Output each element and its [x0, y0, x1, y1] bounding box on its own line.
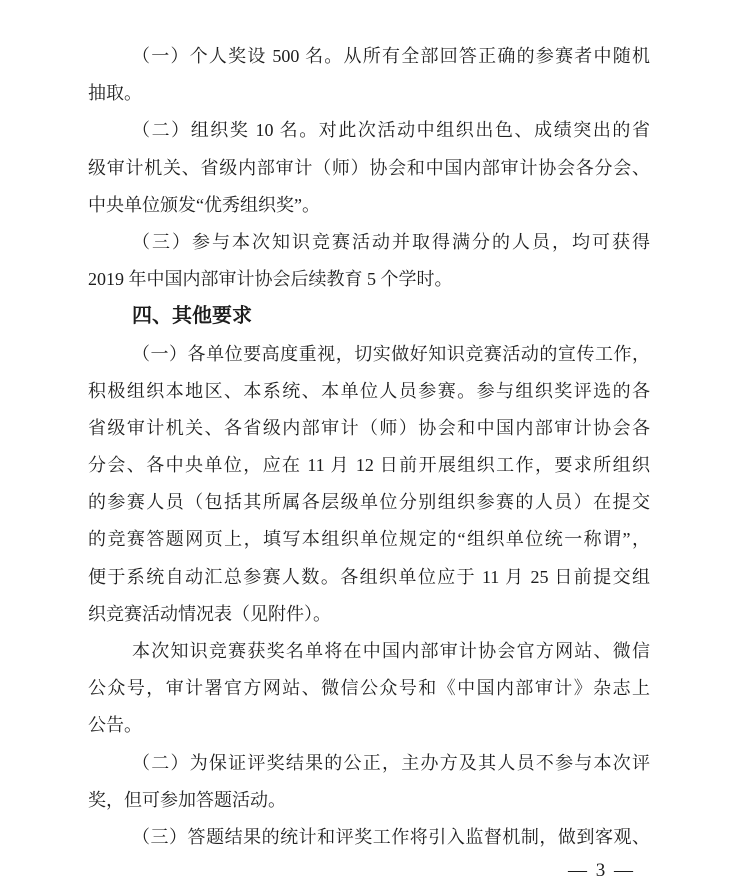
text-line: 级审计机关、省级内部审计（师）协会和中国内部审计协会各分会、 [88, 157, 650, 178]
text-line: 省级审计机关、各省级内部审计（师）协会和中国内部审计协会各 [88, 417, 650, 438]
text-line: 的参赛人员（包括其所属各层级单位分别组织参赛的人员）在提交 [88, 492, 650, 513]
text-line: 奖，但可参加答题活动。 [88, 789, 286, 810]
text-line: 本次知识竞赛获奖名单将在中国内部审计协会官方网站、微信 [132, 641, 650, 661]
document-body [88, 38, 650, 856]
text-line: （三）参与本次知识竞赛活动并取得满分的人员，均可获得 [132, 231, 650, 252]
text-line: 积极组织本地区、本系统、本单位人员参赛。参与组织奖评选的各 [88, 380, 650, 401]
page-number: — 3 — [568, 860, 635, 881]
text-line: 2019 年中国内部审计协会后续教育 5 个学时。 [88, 269, 453, 290]
text-line: 公告。 [88, 715, 142, 736]
text-line: 的竞赛答题网页上，填写本组织单位规定的“组织单位统一称谓”， [88, 529, 650, 550]
text-line: （一）个人奖设 500 名。从所有全部回答正确的参赛者中随机 [132, 46, 650, 66]
section-heading: 四、其他要求 [132, 305, 252, 328]
text-line: （一）各单位要高度重视，切实做好知识竞赛活动的宣传工作， [132, 343, 650, 364]
text-line: 织竞赛活动情况表（见附件）。 [88, 603, 331, 624]
text-line: 便于系统自动汇总参赛人数。各组织单位应于 11 月 25 日前提交组 [88, 566, 650, 587]
text-line: （二）为保证评奖结果的公正，主办方及其人员不参与本次评 [132, 752, 650, 773]
text-line: 中央单位颁发“优秀组织奖”。 [88, 194, 320, 215]
text-line: 抽取。 [88, 83, 142, 104]
text-line: 公众号，审计署官方网站、微信公众号和《中国内部审计》杂志上 [88, 678, 650, 699]
text-line: （三）答题结果的统计和评奖工作将引入监督机制，做到客观、 [132, 826, 650, 847]
text-line: （二）组织奖 10 名。对此次活动中组织出色、成绩突出的省 [132, 120, 650, 141]
text-line: 分会、各中央单位，应在 11 月 12 日前开展组织工作，要求所组织 [88, 455, 650, 476]
